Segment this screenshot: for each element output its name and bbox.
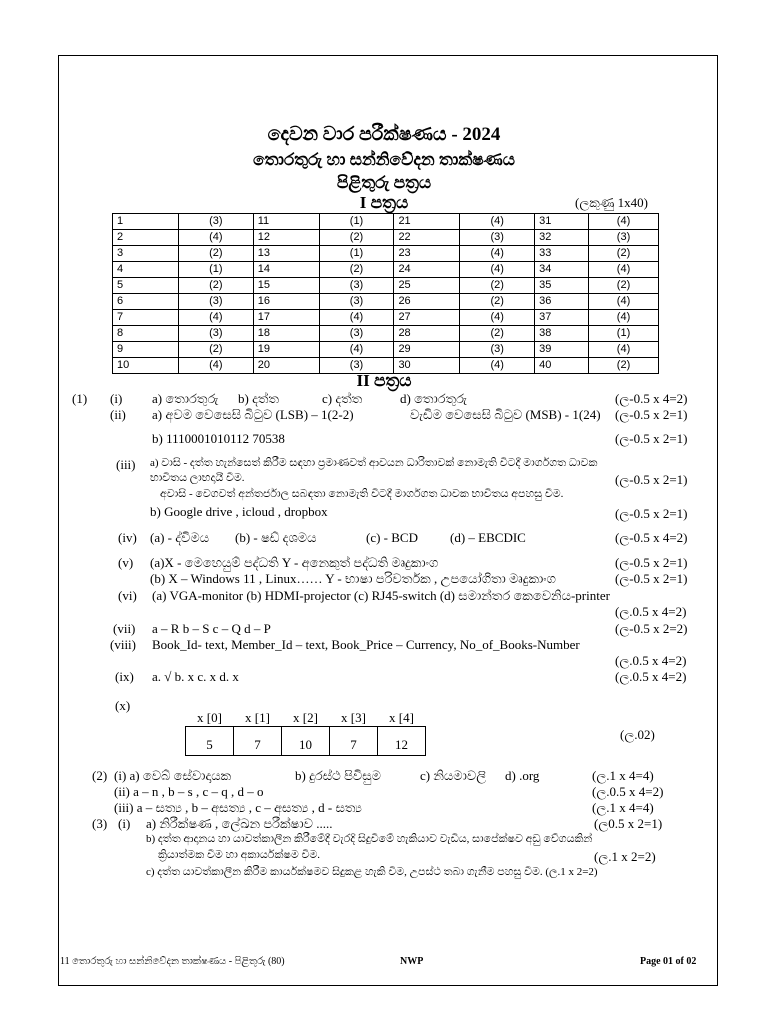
- q1-i-marks: (ල-0.5 x 4=2): [615, 391, 688, 406]
- answer-table: [112, 213, 659, 374]
- question-number: 15: [253, 278, 319, 294]
- answer-choice: (3): [178, 326, 253, 342]
- q1-vi-label: (vi): [118, 588, 137, 603]
- question-number: 23: [394, 246, 460, 262]
- document-type: පිළිතුරු පත්‍රය: [336, 173, 432, 192]
- answer-choice: (4): [178, 230, 253, 246]
- answer-choice: (4): [589, 262, 659, 278]
- q1-v-label: (v): [118, 555, 134, 570]
- q1-vii-label: (vii): [113, 621, 136, 636]
- question-number: 17: [253, 310, 319, 326]
- q1-i-b: b) දත්ත: [238, 391, 279, 406]
- q3-c: c) දත්ත යාවත්කාලීන කිරීම කාර්යක්ෂමව සිදුකළ හැකි වීම, උපස්ථ තබා ගැනීම පහසු වීම. (ල.1 x 2=2): [146, 866, 598, 878]
- q3-b1: b) දත්ත ආදානය හා යාවත්කාලීන කිරීමේදී වැරදි සිදුවීමේ හැකියාව වැඩිය, සාපේක්ෂව අඩු වේගයකින්: [146, 833, 593, 845]
- answer-choice: (3): [319, 294, 394, 310]
- answer-choice: (4): [178, 310, 253, 326]
- question-number: 37: [535, 310, 589, 326]
- answer-row: [113, 246, 659, 262]
- q2-i-c: c) නියමාවලි: [420, 768, 487, 783]
- question-number: 19: [253, 342, 319, 358]
- answer-choice: (4): [178, 358, 253, 374]
- answer-choice: (4): [460, 214, 535, 230]
- answer-choice: (1): [319, 214, 394, 230]
- answer-row: [113, 326, 659, 342]
- answer-choice: (2): [460, 294, 535, 310]
- q1-viii-text: Book_Id- text, Member_Id – text, Book_Price – Currency, No_of_Books-Number: [152, 637, 580, 652]
- array-value-cell: 10: [282, 727, 330, 756]
- array-value-cell: 12: [378, 727, 426, 756]
- question-number: 20: [253, 358, 319, 374]
- q1-ii-marks-a: (ල-0.5 x 2=1): [615, 407, 688, 422]
- question-number: 16: [253, 294, 319, 310]
- q1-ii-marks-b: (ල-0.5 x 2=1): [615, 431, 688, 446]
- q2-i-marks: (ල.1 x 4=4): [592, 768, 654, 783]
- question-number: 27: [394, 310, 460, 326]
- q1-vi-text: (a) VGA-monitor (b) HDMI-projector (c) RJ45-switch (d) සමාන්තර කෙවෙනිය-printer: [152, 588, 610, 603]
- q1-viii-label: (viii): [110, 637, 136, 652]
- q1-x-marks: (ල.02): [620, 727, 655, 742]
- q1-number: (1): [72, 391, 88, 406]
- q1-iv-a: (a) - ද්විමය: [150, 530, 210, 545]
- answer-choice: (2): [319, 262, 394, 278]
- q1-vi-marks: (ල.0.5 x 4=2): [615, 604, 687, 619]
- q1-iv-marks: (ල-0.5 x 4=2): [615, 530, 688, 545]
- question-number: 24: [394, 262, 460, 278]
- q1-vii-marks: (ල-0.5 x 2=2): [615, 621, 688, 636]
- array-index-label: x [4]: [389, 710, 414, 725]
- question-number: 6: [113, 294, 179, 310]
- q1-iii-a3: අවාසි - වෙගවත් අන්තර්ජාල සබඳතා නොමැති විටදී මාර්ගගත ධාවක භාවිතය අපහසු වීම.: [160, 488, 564, 500]
- q3-number: (3): [92, 816, 108, 831]
- answer-choice: (4): [460, 358, 535, 374]
- question-number: 31: [535, 214, 589, 230]
- question-number: 10: [113, 358, 179, 374]
- answer-choice: (2): [460, 278, 535, 294]
- footer-page: Page 01 of 02: [640, 956, 697, 967]
- question-number: 7: [113, 310, 179, 326]
- answer-choice: (4): [589, 310, 659, 326]
- question-number: 35: [535, 278, 589, 294]
- footer-center: NWP: [400, 956, 424, 967]
- answer-choice: (2): [319, 230, 394, 246]
- question-number: 3: [113, 246, 179, 262]
- array-index-label: x [3]: [341, 710, 366, 725]
- q1-ii-label: (ii): [110, 407, 126, 422]
- answer-choice: (4): [589, 342, 659, 358]
- answer-choice: (2): [178, 246, 253, 262]
- array-value-cell: 7: [234, 727, 282, 756]
- answer-choice: (4): [319, 310, 394, 326]
- q1-iv-b: (b) - ෂඩ් දශමය: [235, 530, 317, 545]
- q1-v-b: (b) X – Windows 11 , Linux…… Y - භාෂා පරිවර්තක , උපයෝගිතා මෘදුකාංග: [150, 571, 556, 586]
- answer-choice: (4): [319, 342, 394, 358]
- q1-i-a: a) තොරතුරු: [152, 391, 219, 406]
- answer-choice: (2): [589, 278, 659, 294]
- question-number: 21: [394, 214, 460, 230]
- q3-a: a) නිරීක්ෂණ , ලේඛන පරීක්ෂාව .....: [146, 816, 333, 831]
- q1-vii-text: a – R b – S c – Q d – P: [152, 621, 271, 636]
- answer-row: [113, 294, 659, 310]
- q1-ii-lsb: a) අවම වෙසෙසි බිටුව (LSB) – 1(2-2): [152, 407, 354, 422]
- q1-ii-b: b) 1110001010112 70538: [152, 431, 285, 446]
- q1-i-c: c) දත්ත: [322, 391, 363, 406]
- question-number: 36: [535, 294, 589, 310]
- q1-ix-label: (ix): [115, 669, 134, 684]
- answer-choice: (4): [460, 246, 535, 262]
- answer-choice: (2): [178, 342, 253, 358]
- q1-viii-marks: (ල.0.5 x 4=2): [615, 653, 687, 668]
- paper2-heading: II පත්‍රය: [356, 371, 412, 390]
- array-index-label: x [2]: [293, 710, 318, 725]
- answer-choice: (1): [589, 326, 659, 342]
- q1-iii-a1: a) වාසි - දත්ත හැන්සෙත් කිරීම සඳහා ප්‍රමාණවත් ආවයන ධාරිතාවක් නොමැති විටදී මාර්ගගත ධාවක: [150, 457, 598, 469]
- answer-choice: (2): [589, 246, 659, 262]
- subject-title: තොරතුරු හා සන්නිවේදන තාක්ෂණය: [253, 150, 515, 169]
- answer-choice: (3): [178, 294, 253, 310]
- paper1-marks: (ලකුණු 1x40): [575, 195, 648, 210]
- question-number: 2: [113, 230, 179, 246]
- answer-choice: (3): [178, 214, 253, 230]
- q1-ii-msb: වැඩිම වෙසෙසි බිටුව (MSB) - 1(24): [410, 407, 601, 422]
- question-number: 18: [253, 326, 319, 342]
- answer-choice: (3): [460, 230, 535, 246]
- q1-iii-label: (iii): [116, 457, 136, 472]
- q2-iii: (iii) a – සත්‍ය , b – අසත්‍ය , c – අසත්‍ය , d - සත්‍ය: [114, 800, 362, 815]
- array-index-label: x [0]: [197, 710, 222, 725]
- q3-b-marks: (ල.1 x 2=2): [594, 849, 656, 864]
- q1-iv-d: (d) – EBCDIC: [450, 530, 526, 545]
- q1-i-label: (i): [110, 391, 123, 406]
- question-number: 32: [535, 230, 589, 246]
- q1-iv-label: (iv): [118, 530, 137, 545]
- q2-number: (2): [92, 768, 108, 783]
- question-number: 40: [535, 358, 589, 374]
- q1-iii-marks-b: (ල-0.5 x 2=1): [615, 506, 688, 521]
- q1-x-label: (x): [115, 698, 131, 713]
- answer-choice: (3): [319, 326, 394, 342]
- answer-choice: (4): [460, 310, 535, 326]
- answer-row: [113, 230, 659, 246]
- array-table: [185, 710, 426, 756]
- array-value-cell: 7: [330, 727, 378, 756]
- answer-choice: (4): [589, 214, 659, 230]
- answer-row: [113, 278, 659, 294]
- array-index-label: x [1]: [245, 710, 270, 725]
- question-number: 22: [394, 230, 460, 246]
- question-number: 12: [253, 230, 319, 246]
- q1-iii-a2: භාවිතය ලාභදායී වීම.: [150, 472, 245, 484]
- question-number: 14: [253, 262, 319, 278]
- q2-ii: (ii) a – n , b – s , c – q , d – o: [114, 784, 264, 799]
- q1-ix-text: a. √ b. x c. x d. x: [152, 669, 239, 684]
- question-number: 4: [113, 262, 179, 278]
- answer-choice: (1): [319, 246, 394, 262]
- q1-v-a: (a)X - මෙහෙයුම් පද්ධති Y - අනෙකුත් පද්ධති මෘදුකාංග: [150, 555, 439, 570]
- q2-i-d: d) .org: [505, 768, 540, 783]
- question-number: 39: [535, 342, 589, 358]
- q3-b2: ක්‍රියාත්මක වීම හා අකාර්යක්ෂම වීම.: [158, 849, 321, 861]
- q1-i-d: d) තොරතුරු: [400, 391, 468, 406]
- paper1-heading: I පත්‍රය: [359, 193, 409, 212]
- array-value-cell: 5: [186, 727, 234, 756]
- question-number: 25: [394, 278, 460, 294]
- q1-v-marks-b: (ල-0.5 x 2=1): [615, 571, 688, 586]
- answer-choice: (4): [589, 294, 659, 310]
- answer-choice: (1): [178, 262, 253, 278]
- question-number: 5: [113, 278, 179, 294]
- q2-i-b: b) දුරස්ථ පිවිසුම: [295, 768, 381, 783]
- question-number: 11: [253, 214, 319, 230]
- q1-ix-marks: (ල.0.5 x 4=2): [615, 669, 687, 684]
- q1-iii-marks-a: (ල-0.5 x 2=1): [615, 472, 688, 487]
- q3-a-marks: (ල0.5 x 2=1): [594, 816, 663, 831]
- q1-iv-c: (c) - BCD: [366, 530, 418, 545]
- footer-left: 11 තොරතුරු හා සන්නිවේදන තාක්ෂණය - පිළිතුරු (80): [60, 956, 285, 967]
- q2-iii-marks: (ල.1 x 4=4): [592, 800, 654, 815]
- question-number: 28: [394, 326, 460, 342]
- answer-choice: (3): [319, 278, 394, 294]
- question-number: 26: [394, 294, 460, 310]
- answer-choice: (2): [178, 278, 253, 294]
- answer-choice: (2): [589, 358, 659, 374]
- question-number: 8: [113, 326, 179, 342]
- question-number: 1: [113, 214, 179, 230]
- answer-row: [113, 310, 659, 326]
- answer-choice: (2): [460, 326, 535, 342]
- q2-ii-marks: (ල.0.5 x 4=2): [592, 784, 664, 799]
- answer-choice: (3): [319, 358, 394, 374]
- question-number: 29: [394, 342, 460, 358]
- q3-i-label: (i): [118, 816, 131, 831]
- question-number: 30: [394, 358, 460, 374]
- answer-row: [113, 342, 659, 358]
- question-number: 33: [535, 246, 589, 262]
- q1-v-marks-a: (ල-0.5 x 2=1): [615, 555, 688, 570]
- answer-choice: (4): [460, 262, 535, 278]
- answer-row: [113, 214, 659, 230]
- exam-title: දෙවන වාර පරීක්ෂණය - 2024: [267, 124, 501, 145]
- answer-choice: (3): [589, 230, 659, 246]
- q1-iii-b: b) Google drive , icloud , dropbox: [150, 504, 328, 519]
- question-number: 38: [535, 326, 589, 342]
- answer-row: [113, 262, 659, 278]
- answer-choice: (3): [460, 342, 535, 358]
- question-number: 13: [253, 246, 319, 262]
- question-number: 9: [113, 342, 179, 358]
- question-number: 34: [535, 262, 589, 278]
- q2-i-a: (i) a) වෙබ් සේවාදායක: [114, 768, 232, 783]
